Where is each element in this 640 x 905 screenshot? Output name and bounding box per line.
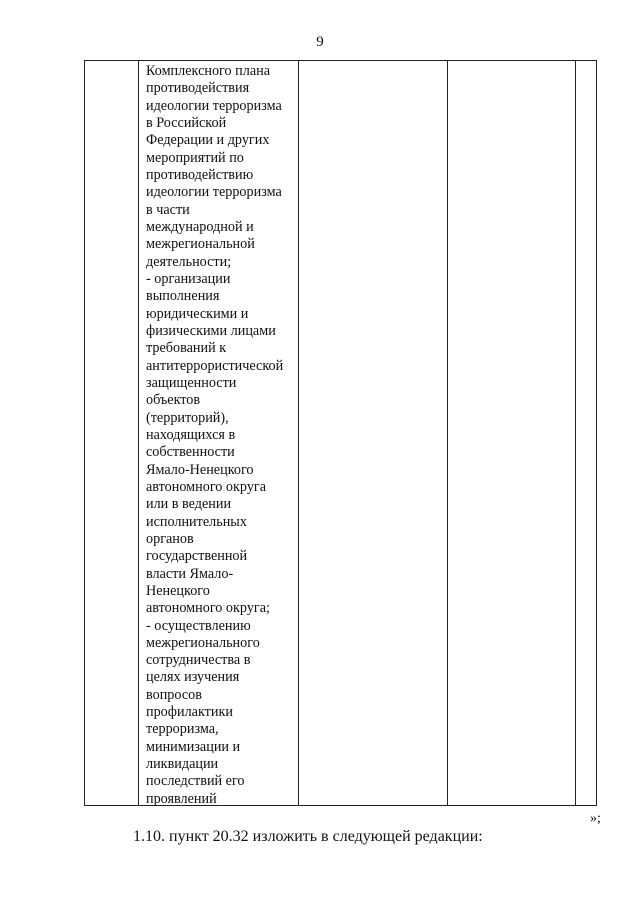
cell-line: автономного округа; [146, 600, 270, 617]
cell-line: - организации [146, 270, 231, 287]
cell-line: Комплексного плана [146, 63, 271, 79]
cell-line: исполнительных [146, 513, 247, 530]
cell-line: защищенности [146, 374, 237, 391]
cell-line: или в ведении [146, 496, 232, 513]
cell-line: - осуществлению [146, 617, 251, 634]
cell-line: объектов [146, 392, 201, 409]
cell-line: деятельности; [146, 253, 232, 270]
column-divider [298, 61, 299, 805]
cell-line: ликвидации [146, 756, 219, 773]
table-cell-text [146, 63, 298, 808]
column-divider [447, 61, 448, 805]
cell-line: юридическими и [146, 305, 249, 322]
cell-line: международной и [146, 218, 254, 235]
page-number: 9 [316, 34, 324, 50]
cell-line: (территорий), [146, 409, 229, 426]
cell-line: терроризма, [146, 721, 219, 738]
cell-line: проявлений [146, 790, 217, 807]
column-divider [138, 61, 139, 805]
cell-line: идеологии терроризма [146, 184, 282, 201]
cell-line: межрегионального [146, 634, 260, 651]
cell-line: требований к [146, 340, 227, 357]
column-divider [575, 61, 576, 805]
cell-line: автономного округа [146, 478, 267, 495]
cell-line: физическими лицами [146, 322, 276, 339]
cell-line: выполнения [146, 288, 220, 305]
cell-line: идеологии терроризма [146, 97, 282, 114]
cell-line: в части [146, 201, 190, 218]
cell-line: минимизации и [146, 738, 241, 755]
cell-line: сотрудничества в [146, 652, 251, 669]
cell-line: мероприятий по [146, 149, 244, 166]
cell-line: последствий его [146, 773, 245, 790]
cell-line: вопросов [146, 686, 202, 703]
cell-line: противодействия [146, 80, 250, 97]
closing-quote: »; [590, 811, 601, 826]
cell-line: органов [146, 530, 194, 547]
cell-line: власти Ямало- [146, 565, 234, 582]
cell-line: межрегиональной [146, 236, 255, 253]
cell-line: целях изучения [146, 669, 240, 686]
cell-line: антитеррористической [146, 357, 284, 374]
cell-line: собственности [146, 444, 235, 461]
cell-line: государственной [146, 548, 248, 565]
cell-line: Ямало-Ненецкого [146, 461, 254, 478]
cell-line: профилактики [146, 704, 233, 721]
cell-line: противодействию [146, 166, 254, 183]
cell-line: Ненецкого [146, 582, 210, 599]
cell-line: в Российской [146, 114, 227, 131]
paragraph: 1.10. пункт 20.32 изложить в следующей редакции: [133, 828, 483, 845]
cell-line: находящихся в [146, 426, 236, 443]
cell-line: Федерации и других [146, 132, 270, 149]
